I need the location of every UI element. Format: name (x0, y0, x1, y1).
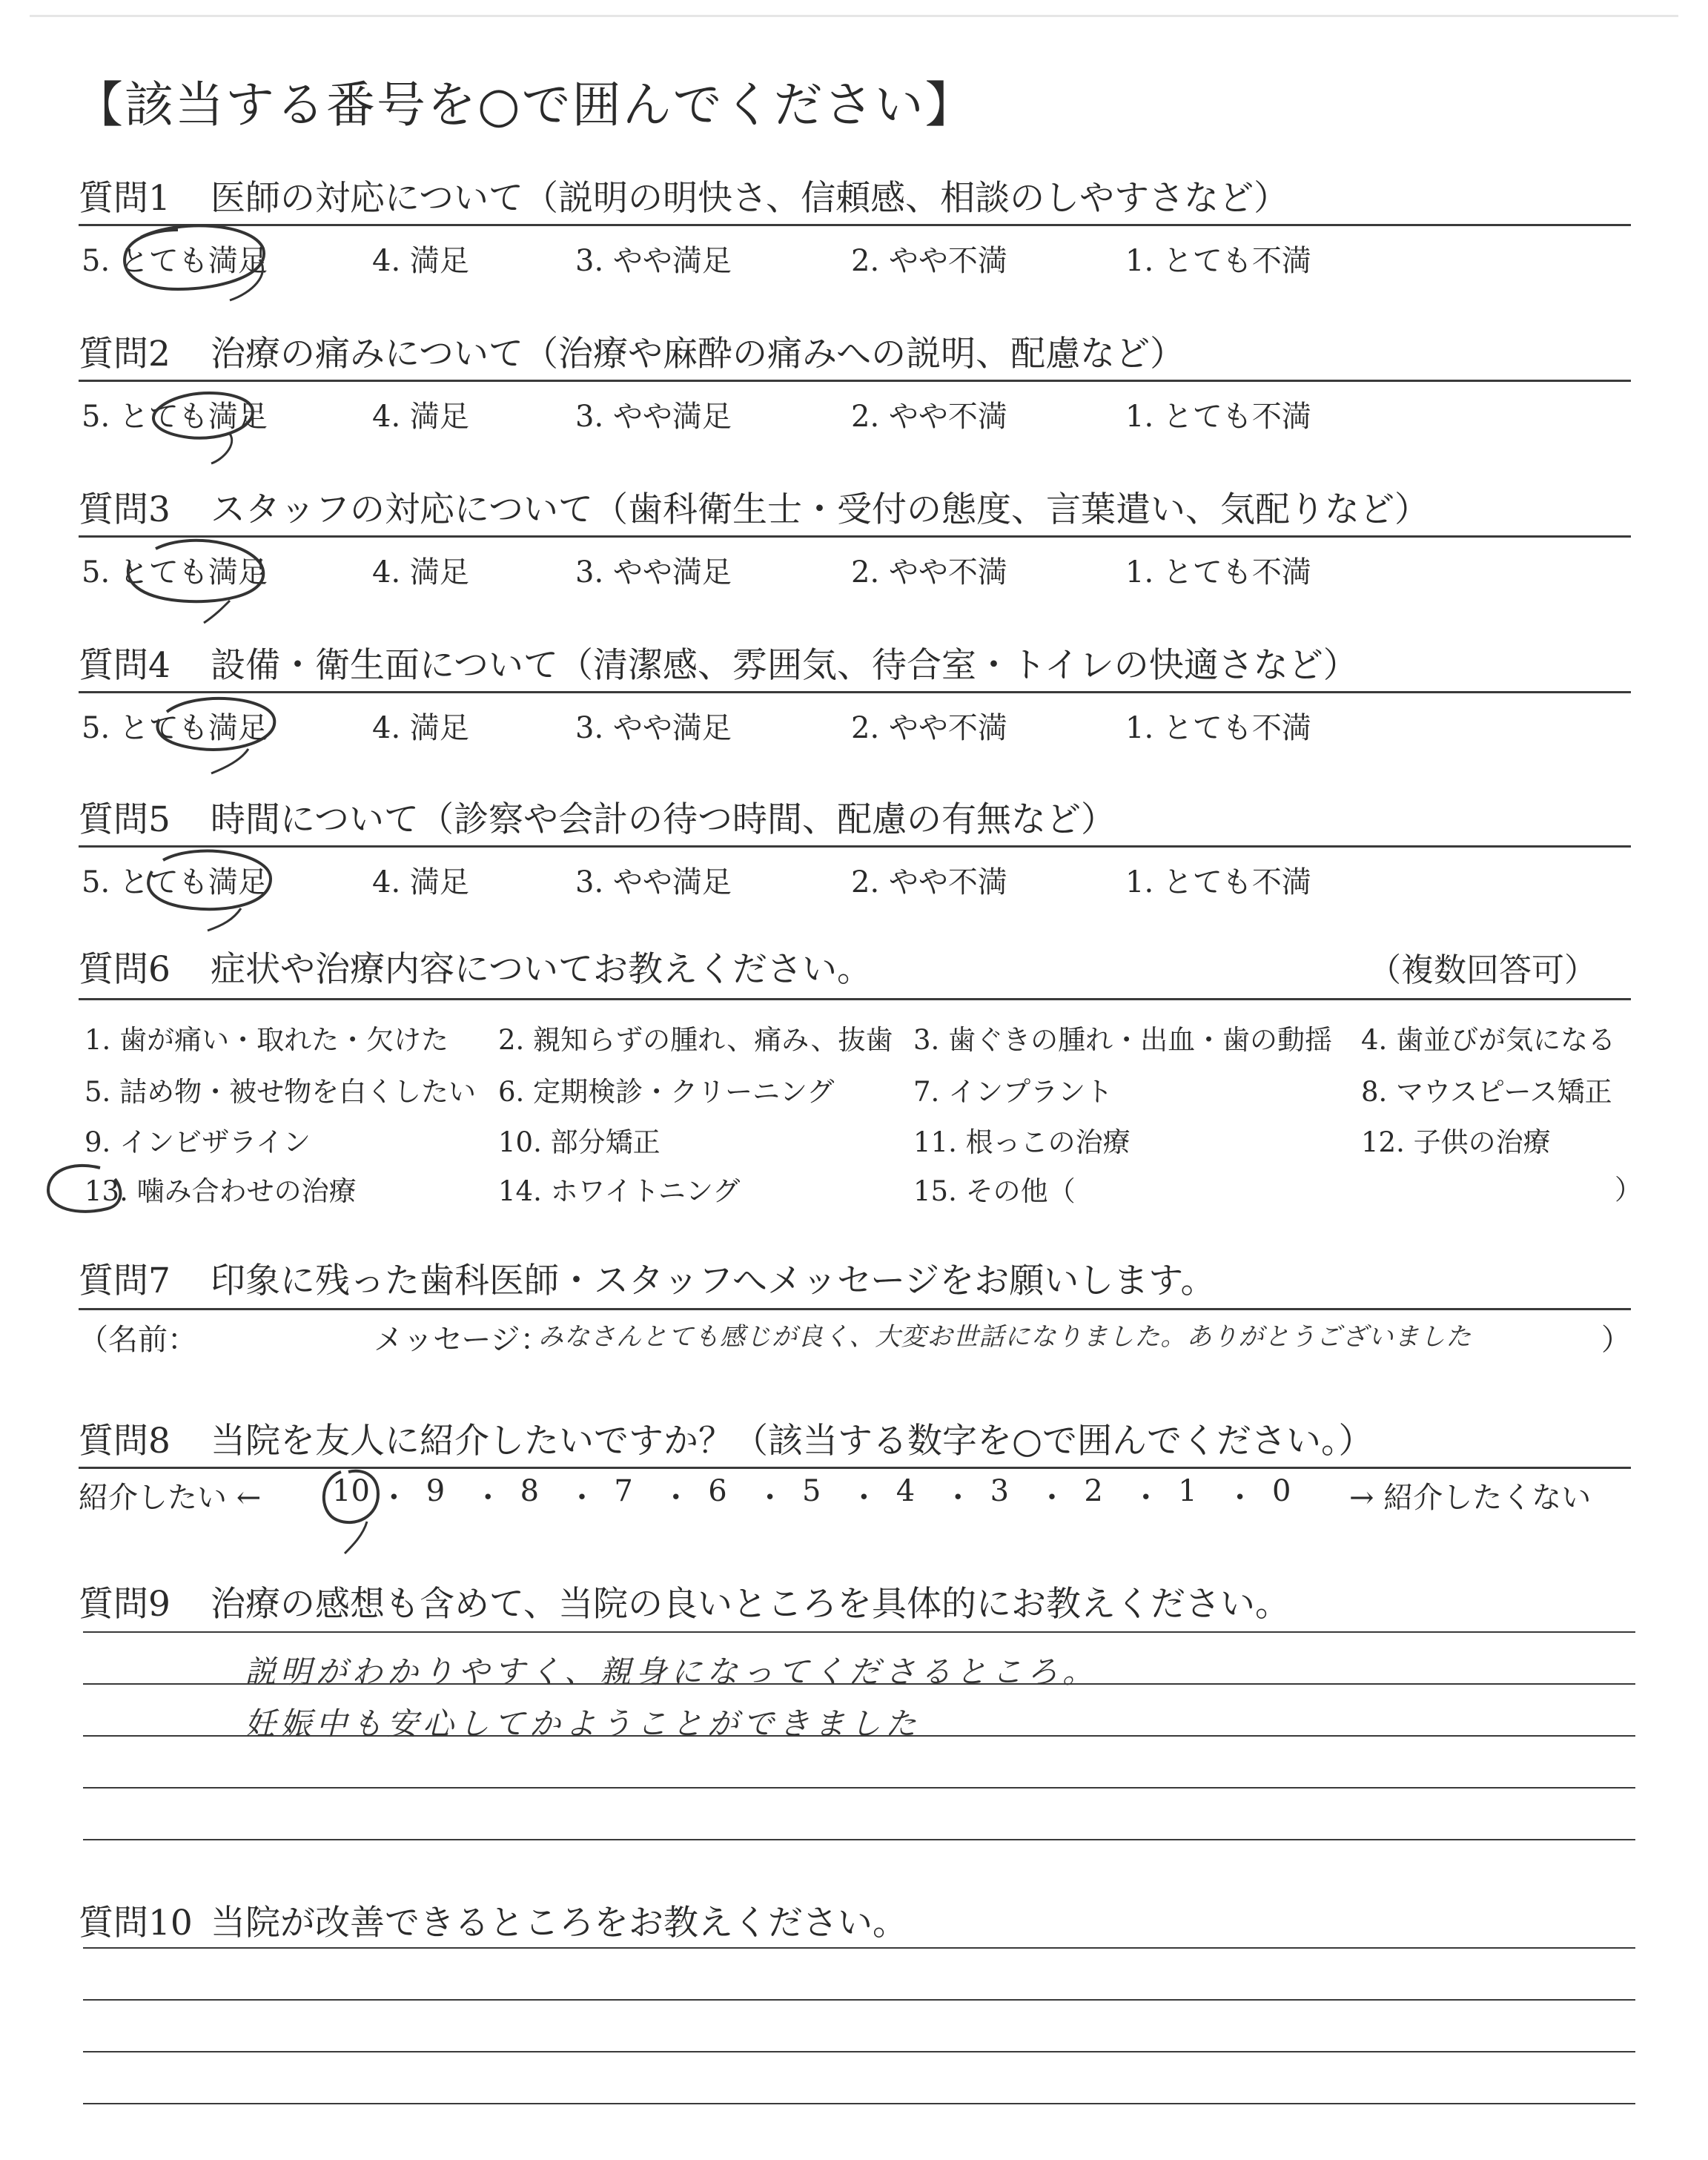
q10-writing-line-2 (83, 1999, 1635, 2001)
q2-option-4[interactable]: 4. 満足 (372, 400, 469, 434)
q10-writing-line-1 (83, 1947, 1635, 1949)
q4-title (79, 638, 1358, 687)
q4-number: 質問4 (79, 645, 171, 686)
q9-title (79, 1576, 1290, 1626)
q1-option-4[interactable]: 4. 満足 (372, 244, 469, 278)
q9-answer-line-2: 妊娠中も安心してかようことができました (245, 1705, 921, 1742)
q6-number: 質問6 (79, 949, 171, 990)
q1-option-3[interactable]: 3. やや満足 (575, 244, 732, 278)
q1-option-1[interactable]: 1. とても不満 (1125, 244, 1311, 278)
q2-text: 治療の痛みについて（治療や麻酔の痛みへの説明、配慮など） (211, 334, 1185, 374)
q6-option-9[interactable]: 9. インビザライン (85, 1126, 311, 1158)
q6-option-5[interactable]: 5. 詰め物・被せ物を白くしたい (85, 1076, 477, 1108)
q5-option-4[interactable]: 4. 満足 (372, 865, 469, 899)
q8-scale-value-5[interactable]: 5 (802, 1474, 821, 1508)
q7-close-paren: ） (1601, 1323, 1631, 1357)
q10-text: 当院が改善できるところをお教えください。 (211, 1903, 907, 1943)
q6-text: 症状や治療内容についてお教えください。 (211, 949, 873, 990)
q9-text: 治療の感想も含めて、当院の良いところを具体的にお教えください。 (211, 1584, 1291, 1625)
q6-option-4[interactable]: 4. 歯並びが気になる (1361, 1024, 1616, 1056)
q6-option-8[interactable]: 8. マウスピース矯正 (1361, 1076, 1612, 1108)
q6-option-6[interactable]: 6. 定期検診・クリーニング (498, 1076, 835, 1108)
q2-title (79, 326, 1185, 376)
q8-scale-value-0[interactable]: 0 (1272, 1474, 1291, 1508)
q3-option-5[interactable]: 5. とても満足 (82, 555, 268, 589)
q3-option-4[interactable]: 4. 満足 (372, 555, 469, 589)
q6-option-12[interactable]: 12. 子供の治療 (1361, 1126, 1551, 1158)
q6-option-1[interactable]: 1. 歯が痛い・取れた・欠けた (85, 1024, 449, 1056)
q9-writing-line-1 (83, 1631, 1635, 1633)
q8-scale-value-4[interactable]: 4 (896, 1474, 916, 1508)
q8-scale-value-6[interactable]: 6 (708, 1474, 727, 1508)
q5-answer-circle (130, 838, 285, 934)
q8-text: 当院を友人に紹介したいですか？（該当する数字を○で囲んでください。） (211, 1421, 1374, 1462)
q7-title (79, 1253, 1215, 1303)
q8-scale-separator: ・ (473, 1481, 503, 1515)
q8-scale-separator: ・ (567, 1481, 597, 1515)
q8-scale-separator: ・ (1131, 1481, 1161, 1515)
q4-option-2[interactable]: 2. やや不満 (851, 711, 1007, 745)
q8-right-label: → 紹介したくない (1349, 1481, 1592, 1515)
q8-scale-separator: ・ (379, 1481, 409, 1515)
q1-text: 医師の対応について（説明の明快さ、信頼感、相談のしやすさなど） (211, 178, 1289, 219)
q3-number: 質問3 (79, 489, 171, 530)
q7-rule (79, 1308, 1631, 1310)
q2-rule (79, 380, 1631, 382)
q6-option-14[interactable]: 14. ホワイトニング (498, 1175, 741, 1207)
q9-writing-line-4 (83, 1787, 1635, 1789)
q8-left-label: 紹介したい ← (79, 1481, 262, 1515)
q8-scale-separator: ・ (1225, 1481, 1255, 1515)
q1-number: 質問1 (79, 178, 171, 219)
q8-scale-value-10[interactable]: 10 (332, 1474, 370, 1508)
q9-writing-line-3 (83, 1735, 1635, 1737)
q2-option-1[interactable]: 1. とても不満 (1125, 400, 1311, 434)
q8-title (79, 1413, 1374, 1463)
q7-name-label: （名前： (79, 1323, 197, 1357)
q8-number: 質問8 (79, 1421, 171, 1462)
q6-option-15[interactable]: 15. その他（ (913, 1175, 1076, 1207)
q3-title (79, 482, 1429, 532)
top-edge-line (30, 15, 1678, 17)
q3-option-1[interactable]: 1. とても不満 (1125, 555, 1311, 589)
q6-option-2[interactable]: 2. 親知らずの腫れ、痛み、抜歯 (498, 1024, 893, 1056)
q4-option-1[interactable]: 1. とても不満 (1125, 711, 1311, 745)
q8-scale-separator: ・ (943, 1481, 973, 1515)
q9-number: 質問9 (79, 1584, 171, 1625)
q6-rule (79, 998, 1631, 1000)
q10-writing-line-4 (83, 2103, 1635, 2104)
q1-rule (79, 224, 1631, 226)
q10-writing-line-3 (83, 2051, 1635, 2052)
q8-scale-value-3[interactable]: 3 (990, 1474, 1010, 1508)
q5-option-2[interactable]: 2. やや不満 (851, 865, 1007, 899)
q5-option-1[interactable]: 1. とても不満 (1125, 865, 1311, 899)
q6-option-3[interactable]: 3. 歯ぐきの腫れ・出血・歯の動揺 (913, 1024, 1333, 1056)
q3-option-2[interactable]: 2. やや不満 (851, 555, 1007, 589)
q7-message-label: メッセージ： (374, 1323, 550, 1357)
q5-option-5[interactable]: 5. とても満足 (82, 865, 268, 899)
q8-scale-separator: ・ (1037, 1481, 1067, 1515)
q4-rule (79, 691, 1631, 693)
q9-writing-line-5 (83, 1839, 1635, 1840)
q8-answer-circle (311, 1461, 393, 1557)
q6-option-11[interactable]: 11. 根っこの治療 (913, 1126, 1131, 1158)
q5-text: 時間について（診察や会計の待つ時間、配慮の有無など） (211, 799, 1116, 840)
q6-multi-answer-note: （複数回答可） (1368, 951, 1597, 989)
q5-title (79, 792, 1116, 842)
q10-title (79, 1895, 907, 1945)
q5-number: 質問5 (79, 799, 171, 840)
q9-answer-line-1: 説明がわかりやすく、親身になってくださるところ。 (245, 1654, 1099, 1690)
q8-scale-value-1[interactable]: 1 (1178, 1474, 1197, 1508)
q6-option-13[interactable]: 13. 噛み合わせの治療 (85, 1175, 357, 1207)
q4-text: 設備・衛生面について（清潔感、雰囲気、待合室・トイレの快適さなど） (211, 645, 1358, 686)
q3-option-3[interactable]: 3. やや満足 (575, 555, 732, 589)
q8-scale-value-7[interactable]: 7 (614, 1474, 633, 1508)
q4-option-5[interactable]: 5. とても満足 (82, 711, 268, 745)
q1-title (79, 171, 1288, 220)
q5-option-3[interactable]: 3. やや満足 (575, 865, 732, 899)
q6-option-10[interactable]: 10. 部分矯正 (498, 1126, 661, 1158)
q4-option-3[interactable]: 3. やや満足 (575, 711, 732, 745)
q6-option-7[interactable]: 7. インプラント (913, 1076, 1113, 1108)
q10-number: 質問10 (79, 1903, 193, 1943)
q6-answer-circle (41, 1157, 130, 1223)
q6-title (79, 942, 872, 991)
q5-rule (79, 845, 1631, 848)
q3-answer-circle (111, 530, 282, 627)
q1-option-2[interactable]: 2. やや不満 (851, 244, 1007, 278)
q2-answer-circle (133, 378, 267, 467)
q2-option-3[interactable]: 3. やや満足 (575, 400, 732, 434)
q3-text: スタッフの対応について（歯科衛生士・受付の態度、言葉遣い、気配りなど） (211, 489, 1430, 530)
q1-answer-circle (111, 215, 282, 304)
q2-option-5[interactable]: 5. とても満足 (82, 400, 268, 434)
form-header: 【該当する番号を○で囲んでください】 (74, 76, 976, 133)
q6-other-close-paren: ） (1615, 1174, 1642, 1206)
q7-handwritten-message: みなさんとても感じが良く、大変お世話になりました。ありがとうございました (538, 1322, 1472, 1352)
q8-scale-separator: ・ (661, 1481, 691, 1515)
q3-rule (79, 535, 1631, 538)
q8-scale-value-2[interactable]: 2 (1084, 1474, 1103, 1508)
q4-answer-circle (137, 686, 285, 775)
q8-scale-separator: ・ (755, 1481, 785, 1515)
q7-text: 印象に残った歯科医師・スタッフへメッセージをお願いします。 (211, 1261, 1216, 1301)
q8-scale-separator: ・ (849, 1481, 879, 1515)
q1-option-5[interactable]: 5. とても満足 (82, 244, 268, 278)
q2-number: 質問2 (79, 334, 171, 374)
q9-writing-line-2 (83, 1683, 1635, 1685)
q8-scale-value-9[interactable]: 9 (426, 1474, 446, 1508)
q8-scale-value-8[interactable]: 8 (520, 1474, 540, 1508)
q4-option-4[interactable]: 4. 満足 (372, 711, 469, 745)
q2-option-2[interactable]: 2. やや不満 (851, 400, 1007, 434)
q7-number: 質問7 (79, 1261, 171, 1301)
